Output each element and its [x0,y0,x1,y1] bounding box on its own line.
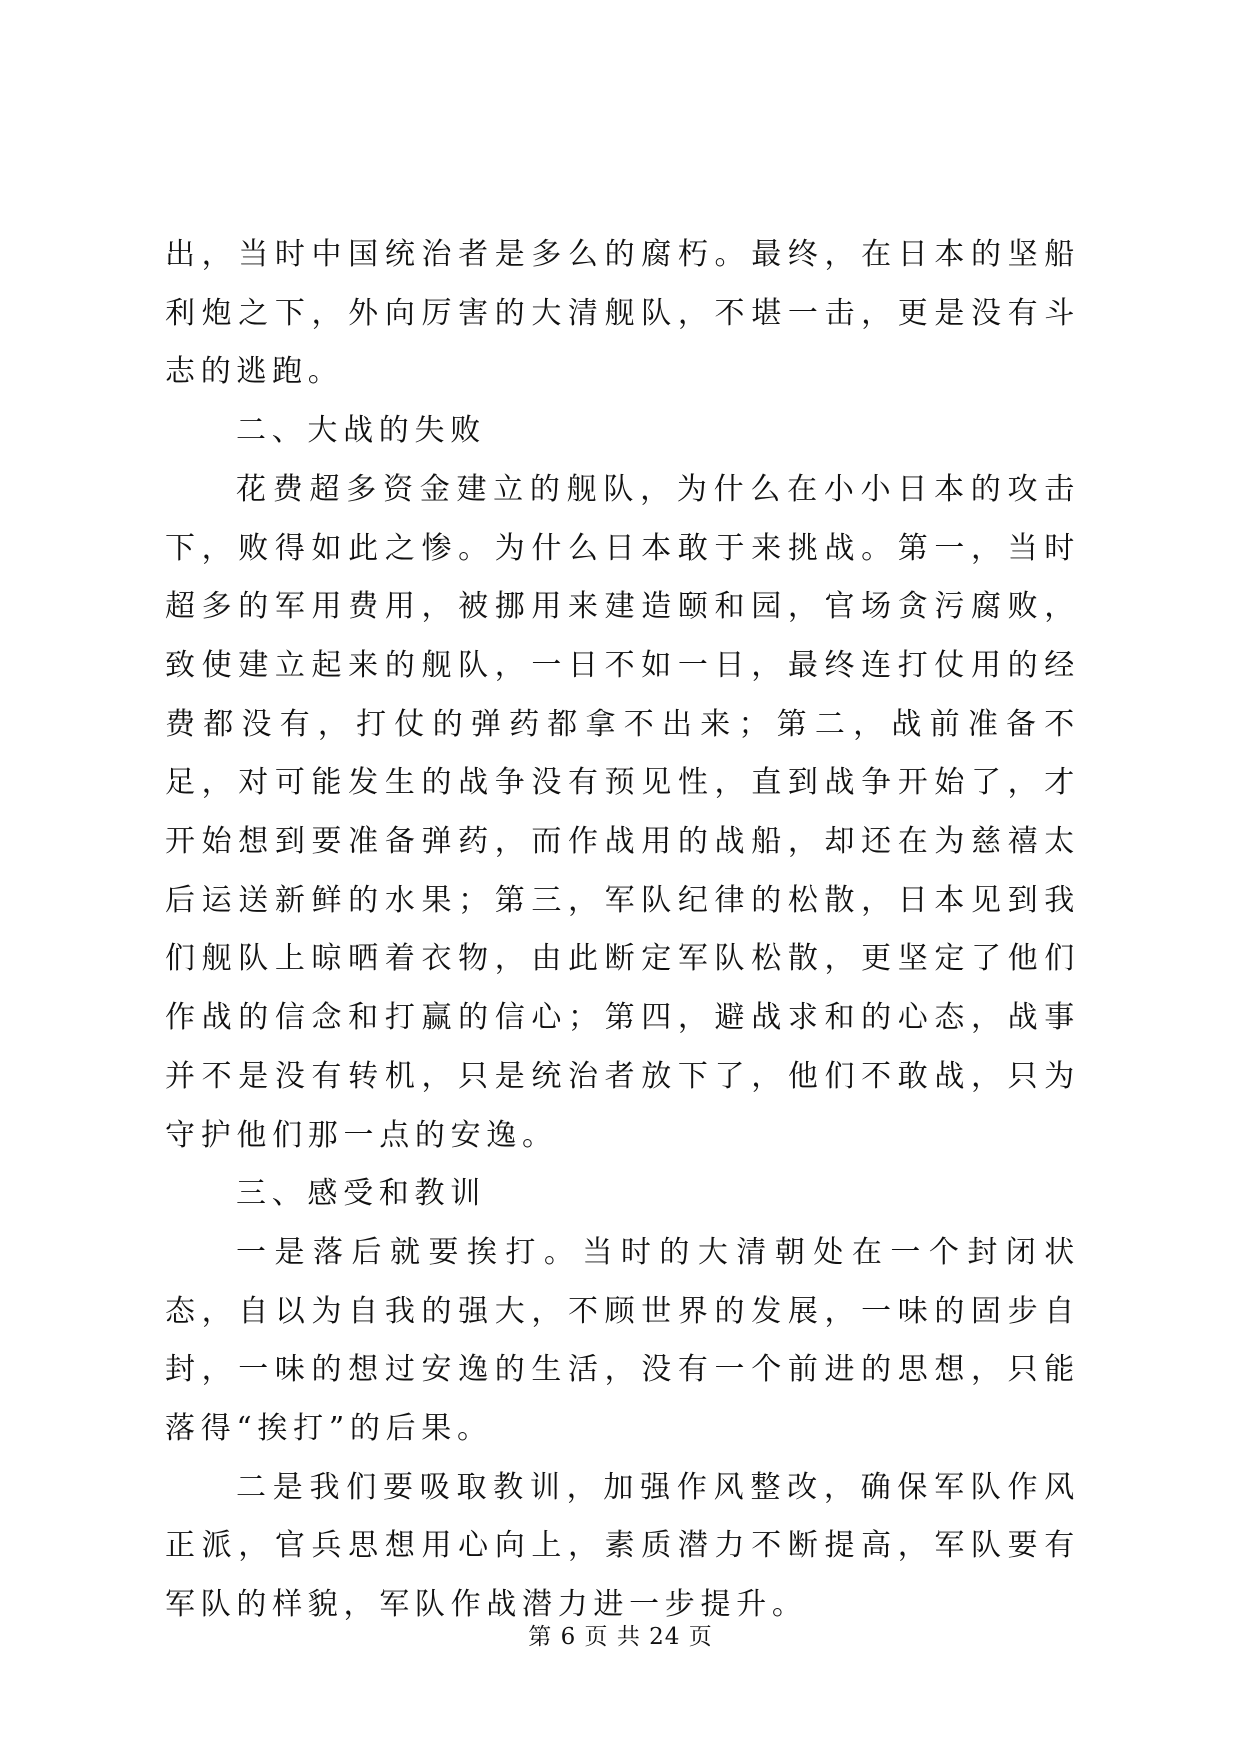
paragraph-lesson-2: 二是我们要吸取教训，加强作风整改，确保军队作风正派，官兵思想用心向上，素质潜力不断提高，军队要有军队的样貌，军队作战潜力进一步提升。 [165,1469,1080,1623]
section-heading-2: 二、大战的失败 [236,413,486,449]
paragraph-lesson-1: 一是落后就要挨打。当时的大清朝处在一个封闭状态，自以为自我的强大，不顾世界的发展，一味的固步自封，一味的想过安逸的生活，没有一个前进的思想，只能落得“挨打”的后果。 [165,1234,1080,1447]
document-body [165,226,1080,1635]
page-number-footer: 第 6 页 共 24 页 [528,1624,713,1650]
paragraph-defeat-reasons: 花费超多资金建立的舰队，为什么在小小日本的攻击下，败得如此之惨。为什么日本敢于来挑战。第一，当时超多的军用费用，被挪用来建造颐和园，官场贪污腐败，致使建立起来的舰队，一日不如一日，最终连打仗用的经费都没有，打仗的弹药都拿不出来；第二，战前准备不足，对可能发生的战争没有预见性，直到战争开始了，才开始想到要准备弹药，而作战用的战船，却还在为慈禧太后运送新鲜的水果；第三，军队纪律的松散，日本见到我们舰队上晾晒着衣物，由此断定军队松散，更坚定了他们作战的信念和打赢的信心；第四，避战求和的心态，战事并不是没有转机，只是统治者放下了，他们不敢战，只为守护他们那一点的安逸。 [165,471,1080,1153]
paragraph-continuation: 出，当时中国统治者是多么的腐朽。最终，在日本的坚船利炮之下，外向厉害的大清舰队，不堪一击，更是没有斗志的逃跑。 [165,237,1080,390]
section-heading-3: 三、感受和教训 [236,1176,486,1212]
